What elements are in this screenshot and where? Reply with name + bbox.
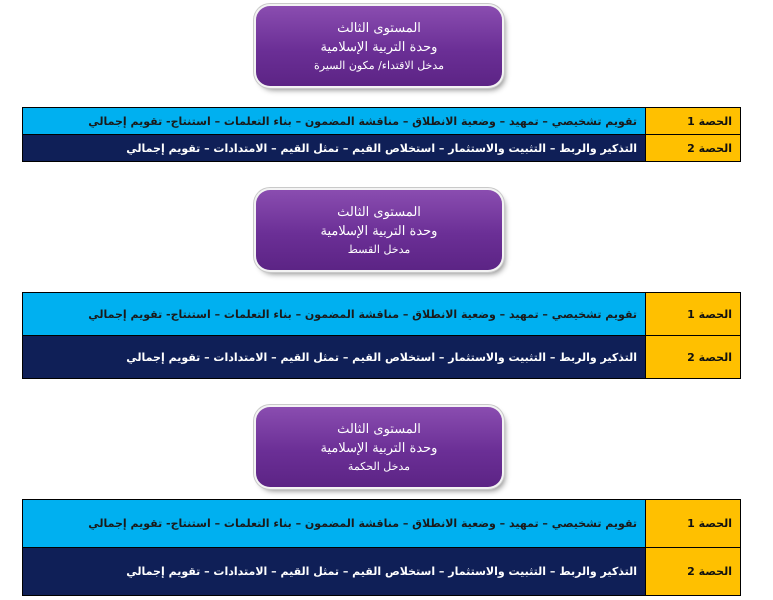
table-row	[23, 293, 741, 336]
banner-unit: وحدة التربية الإسلامية	[320, 223, 438, 239]
unit-banner	[256, 6, 502, 86]
session-label: الحصة 1	[646, 293, 741, 336]
table-row	[23, 500, 741, 548]
session-steps: تقويم تشخيصي – تمهيد – وضعية الانطلاق – مناقشة المضمون – بناء التعلمات – استنتاج- تقويم إجمالي	[23, 108, 646, 135]
banner-unit: وحدة التربية الإسلامية	[320, 440, 438, 456]
banner-level: المستوى الثالث	[337, 20, 421, 36]
sessions-table	[22, 499, 741, 596]
table-row	[23, 108, 741, 135]
session-steps: تقويم تشخيصي – تمهيد – وضعية الانطلاق – مناقشة المضمون – بناء التعلمات – استنتاج- تقويم إجمالي	[23, 500, 646, 548]
session-steps: تقويم تشخيصي – تمهيد – وضعية الانطلاق – مناقشة المضمون – بناء التعلمات – استنتاج- تقويم إجمالي	[23, 293, 646, 336]
unit-banner	[256, 190, 502, 270]
session-label: الحصة 2	[646, 336, 741, 379]
banner-level: المستوى الثالث	[337, 204, 421, 220]
banner-level: المستوى الثالث	[337, 421, 421, 437]
session-label: الحصة 2	[646, 548, 741, 596]
banner-entry: مدخل القسط	[347, 242, 411, 256]
banner-entry: مدخل الاقتداء/ مكون السيرة	[313, 58, 444, 72]
table-row	[23, 548, 741, 596]
banner-unit: وحدة التربية الإسلامية	[320, 39, 438, 55]
session-steps: التذكير والربط – التثبيت والاستثمار – استخلاص القيم – تمثل القيم – الامتدادات – تقويم إجمالي	[23, 336, 646, 379]
banner-entry: مدخل الحكمة	[347, 459, 411, 473]
session-label: الحصة 1	[646, 500, 741, 548]
sessions-table	[22, 292, 741, 379]
unit-banner	[256, 407, 502, 487]
table-row	[23, 336, 741, 379]
session-label: الحصة 2	[646, 135, 741, 162]
session-steps: التذكير والربط – التثبيت والاستثمار – استخلاص القيم – تمثل القيم – الامتدادات – تقويم إجمالي	[23, 548, 646, 596]
sessions-table	[22, 107, 741, 162]
table-row	[23, 135, 741, 162]
session-steps: التذكير والربط – التثبيت والاستثمار – استخلاص القيم – تمثل القيم – الامتدادات – تقويم إجمالي	[23, 135, 646, 162]
session-label: الحصة 1	[646, 108, 741, 135]
